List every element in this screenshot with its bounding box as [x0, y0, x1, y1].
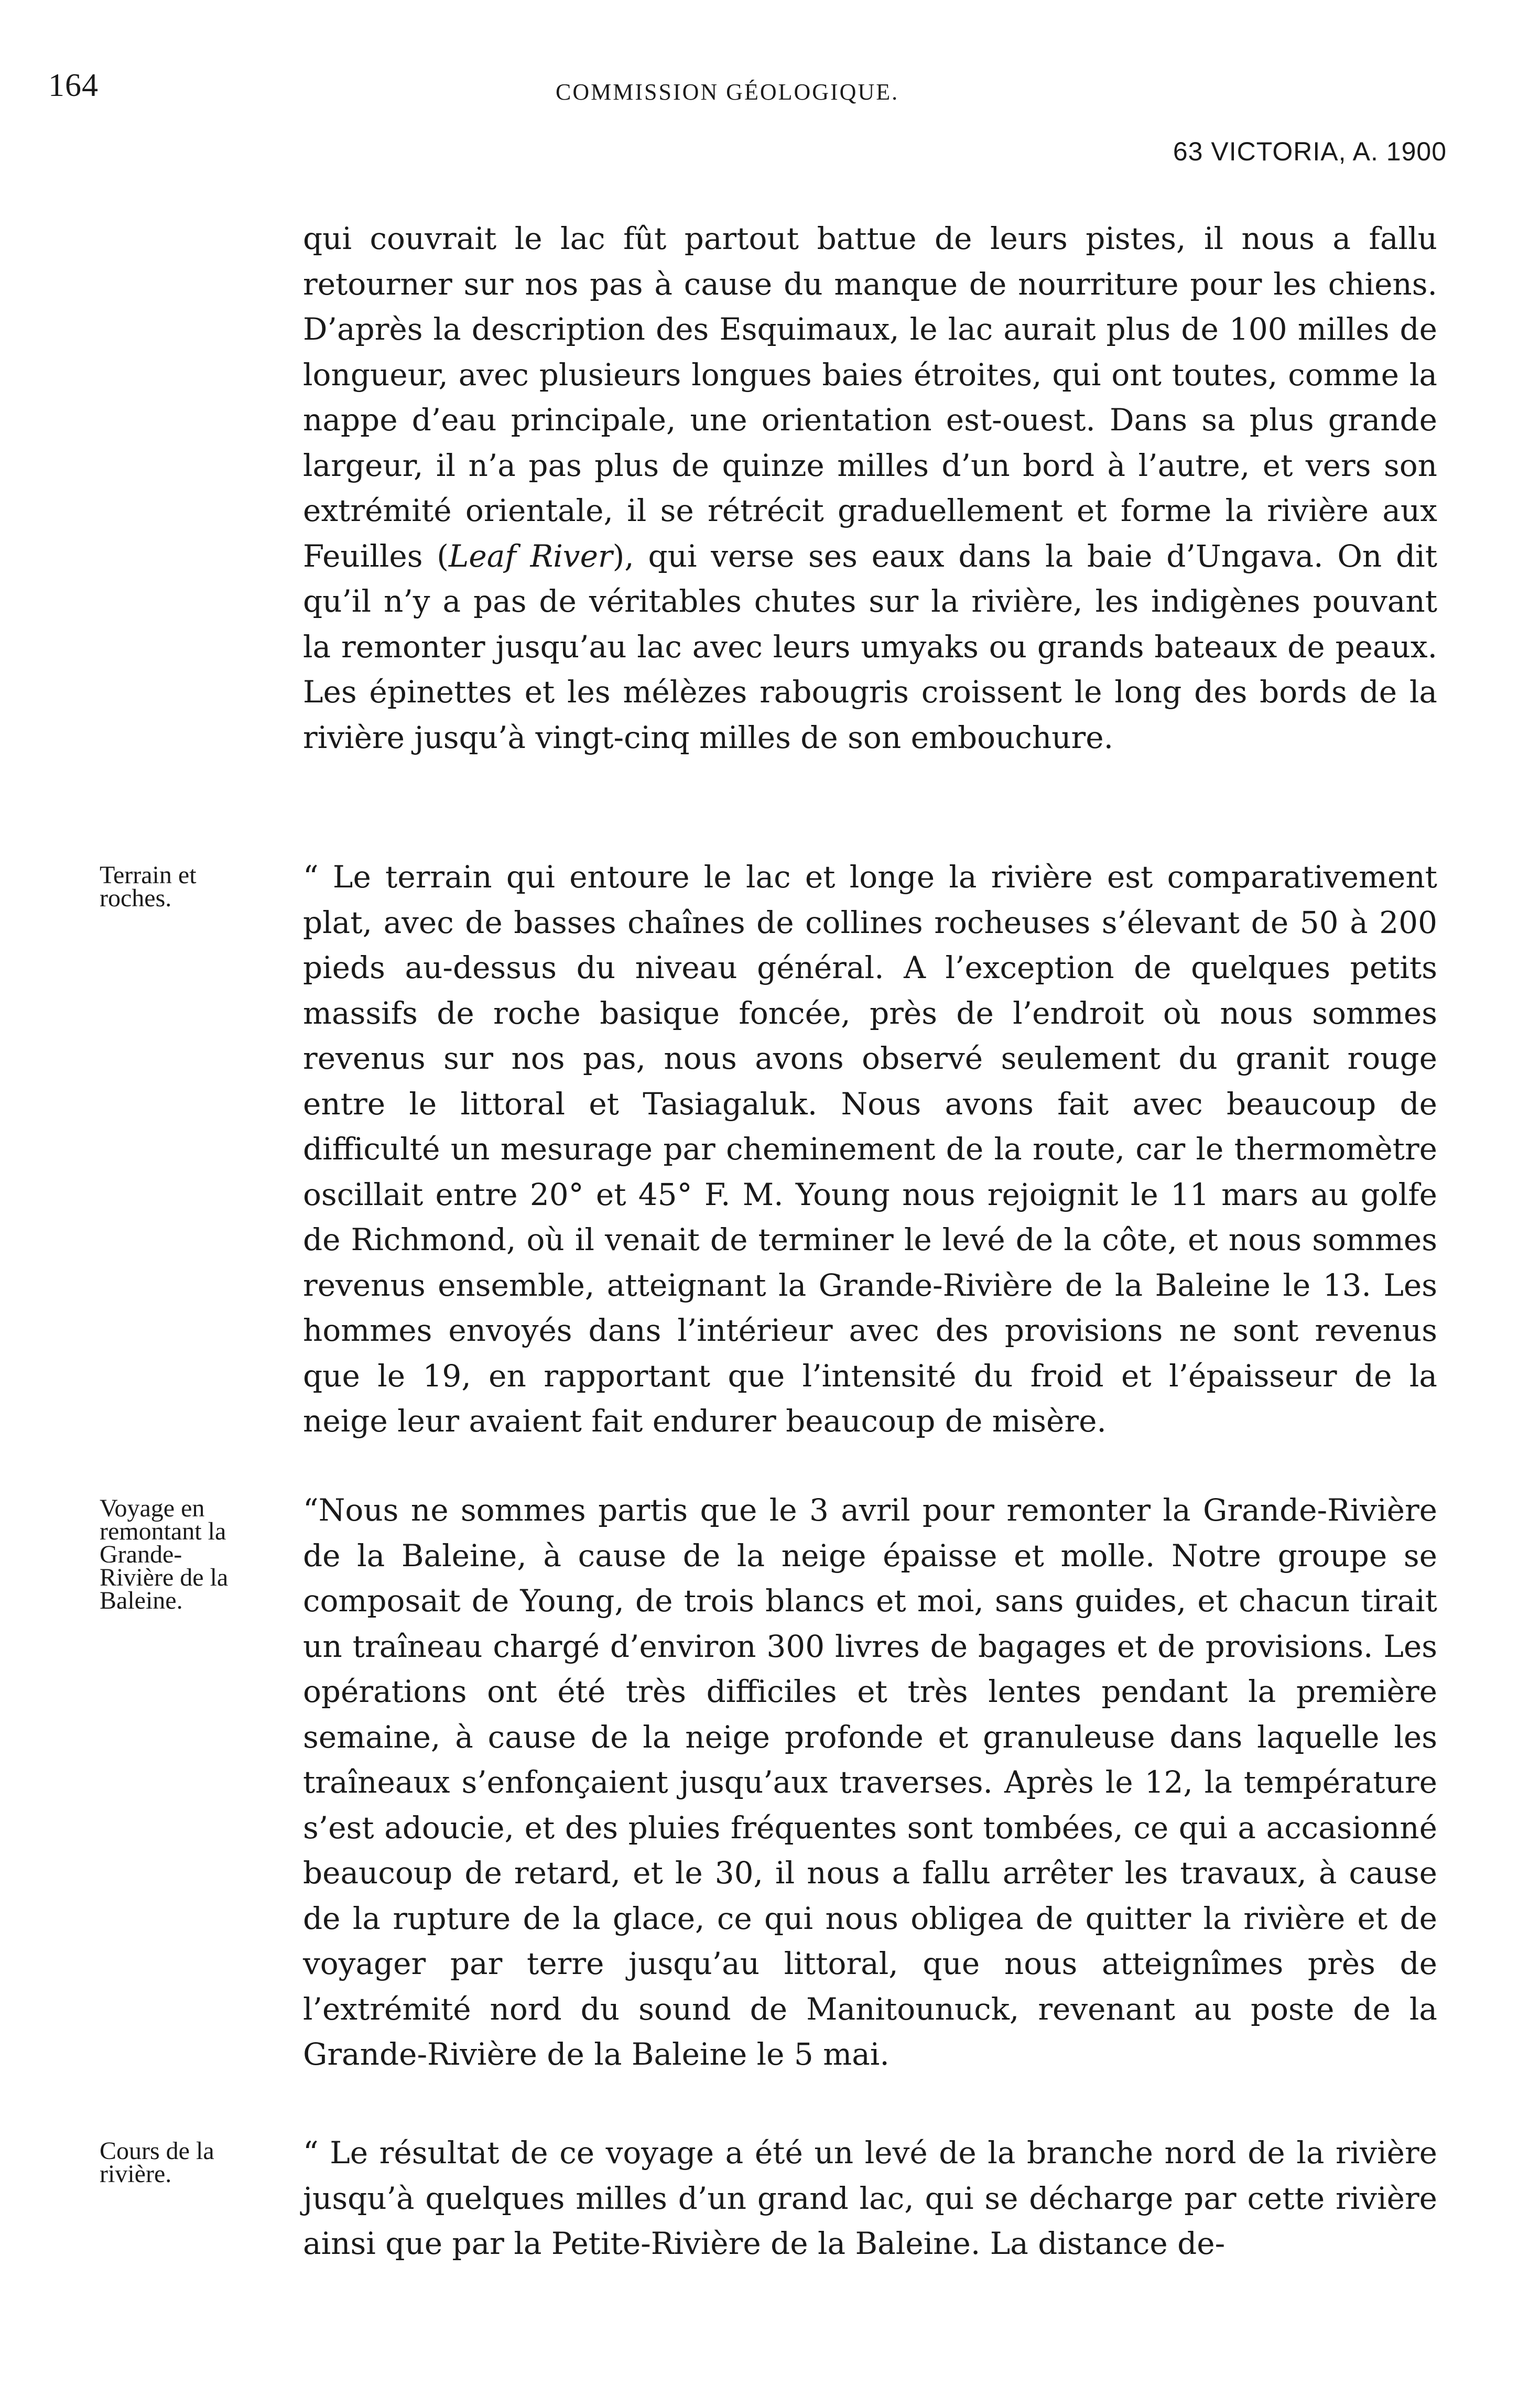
- sidenote-voyage: [100, 1494, 294, 1614]
- paragraph-1: [303, 216, 1437, 760]
- sidenote-cours: [100, 2137, 294, 2188]
- paragraph-4-text: “ Le résultat de ce voyage a été un levé de la branche nord de la rivière jusqu’à quelques milles d’un grand lac, qui se décharge par cette rivière ainsi que par la Petite-Rivière de la Baleine. La distance de-: [303, 2135, 1437, 2261]
- paragraph-1-italic: Leaf River: [448, 538, 613, 574]
- paragraph-3-text: “Nous ne sommes partis que le 3 avril pour remonter la Grande-Rivière de la Baleine, à cause de la neige épaisse et molle. Notre groupe se composait de Young, de trois blancs et moi, sans guides, et chacun tirait un traîneau chargé d’environ 300 livres de bagages et de provisions. Les opérations ont été très difficiles et très lentes pendant la première semaine, à cause de la neige profonde et granuleuse dans laquelle les traîneaux s’enfonçaient jusqu’aux traverses. Après le 12, la température s’est adoucie, et des pluies fréquentes sont tombées, ce qui a accasionné beaucoup de retard, et le 30, il nous a fallu arrêter les travaux, à cause de la rupture de la glace, ce qui nous obligea de quitter la rivière et de voyager par terre jusqu’au littoral, que nous atteignîmes près de l’extrémité nord du sound de Manitounuck, revenant au poste de la Grande-Rivière de la Baleine le 5 mai.: [303, 1492, 1437, 2072]
- sidenote-line: roches.: [100, 884, 172, 912]
- sidenote-terrain: [100, 861, 294, 912]
- sidenote-line: Terrain et: [100, 861, 197, 889]
- paragraph-3: [303, 1488, 1437, 2077]
- sidenote-line: remontant la: [100, 1517, 226, 1545]
- paragraph-4: [303, 2130, 1437, 2266]
- sidenote-line: Grande-: [100, 1541, 182, 1568]
- sidenote-line: rivière.: [100, 2160, 172, 2188]
- paragraph-1-text: qui couvrait le lac fût partout battue de leurs pistes, il nous a fallu retourner sur nos pas à cause du manque de nourriture pour les chiens. D’après la description des Esquimaux, le lac aurait plus de 100 milles de longueur, avec plusieurs longues baies étroites, qui ont toutes, comme la nappe d’eau principale, une orientation est-ouest. Dans sa plus grande largeur, il n’a pas plus de quinze milles d’un bord à l’autre, et vers son extrémité orientale, il se rétrécit graduellement et forme la rivière aux Feuilles (: [303, 221, 1437, 574]
- sidenote-line: Voyage en: [100, 1494, 205, 1522]
- sidenote-line: Baleine.: [100, 1587, 183, 1614]
- paragraph-1-text-after: ), qui verse ses eaux dans la baie d’Ungava. On dit qu’il n’y a pas de véritables chutes sur la rivière, les indigènes pouvant la remonter jusqu’au lac avec leurs umyaks ou grands bateaux de peaux. Les épinettes et les mélèzes rabougris croissent le long des bords de la rivière jusqu’à vingt-cinq milles de son embouchure.: [303, 538, 1438, 755]
- page-number: 164: [48, 68, 99, 103]
- sidenote-line: Rivière de la: [100, 1564, 229, 1591]
- paragraph-2: [303, 854, 1437, 1444]
- session-tag: 63 VICTORIA, A. 1900: [1173, 137, 1447, 166]
- paragraph-2-text: “ Le terrain qui entoure le lac et longe la rivière est comparativement plat, avec de basses chaînes de collines rocheuses s’élevant de 50 à 200 pieds au-dessus du niveau général. A l’exception de quelques petits massifs de roche basique foncée, près de l’endroit où nous sommes revenus sur nos pas, nous avons observé seulement du granit rouge entre le littoral et Tasiagaluk. Nous avons fait avec beaucoup de difficulté un mesurage par cheminement de la route, car le thermomètre oscillait entre 20° et 45° F. M. Young nous rejoignit le 11 mars au golfe de Richmond, où il venait de terminer le levé de la côte, et nous sommes revenus ensemble, atteignant la Grande-Rivière de la Baleine le 13. Les hommes envoyés dans l’intérieur avec des provisions ne sont revenus que le 19, en rapportant que l’intensité du froid et l’épaisseur de la neige leur avaient fait endurer beaucoup de misère.: [303, 859, 1437, 1439]
- sidenote-line: Cours de la: [100, 2137, 214, 2165]
- running-title: COMMISSION GÉOLOGIQUE.: [556, 79, 899, 105]
